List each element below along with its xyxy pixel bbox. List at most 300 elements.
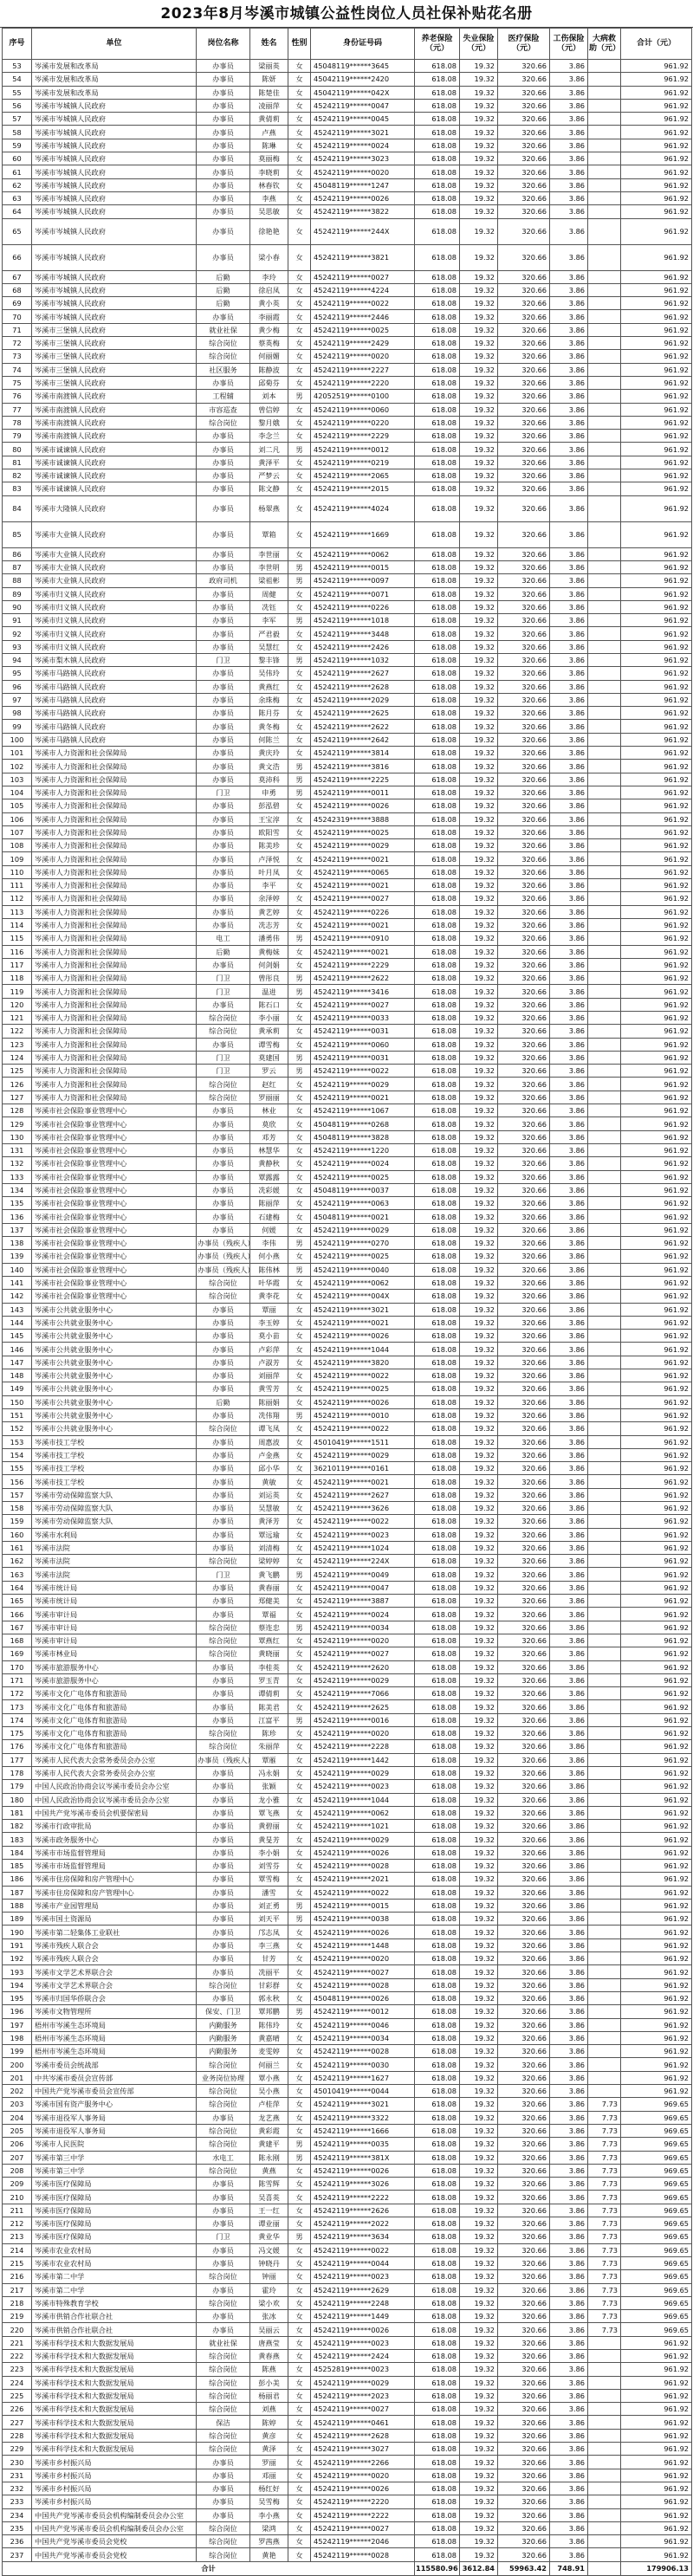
cell-seq: 209 — [3, 2178, 32, 2191]
table-row — [3, 760, 692, 773]
cell-total: 961.92 — [621, 1766, 692, 1779]
cell-pension: 618.08 — [415, 60, 460, 73]
cell-name: 陈珍 — [250, 1727, 288, 1740]
cell-medical: 320.66 — [498, 1276, 550, 1289]
cell-id-number: 45242119******0062 — [311, 547, 415, 560]
cell-injury: 3.86 — [550, 270, 588, 283]
table-row — [3, 99, 692, 112]
cell-total: 961.92 — [621, 1647, 692, 1660]
cell-total: 961.92 — [621, 1740, 692, 1753]
cell-seq: 168 — [3, 1634, 32, 1647]
cell-unemployment: 19.32 — [460, 2521, 498, 2534]
table-row — [3, 707, 692, 720]
cell-pension: 618.08 — [415, 1766, 460, 1779]
cell-illness — [588, 152, 621, 165]
cell-id-number: 45242119******2620 — [311, 1660, 415, 1673]
cell-pension: 618.08 — [415, 1621, 460, 1634]
cell-seq: 224 — [3, 2376, 32, 2389]
cell-seq: 96 — [3, 680, 32, 693]
cell-injury: 3.86 — [550, 1488, 588, 1501]
cell-unit: 岑溪市梨木镇人民政府 — [32, 653, 197, 666]
cell-post: 办事员 — [197, 1462, 250, 1475]
cell-id-number: 45242119******0097 — [311, 574, 415, 587]
cell-pension: 618.08 — [415, 1263, 460, 1276]
cell-illness — [588, 998, 621, 1011]
cell-unemployment: 19.32 — [460, 1078, 498, 1091]
cell-medical: 320.66 — [498, 2349, 550, 2362]
cell-name: 潘勇伟 — [250, 932, 288, 945]
cell-unemployment: 19.32 — [460, 799, 498, 812]
cell-gender: 男 — [288, 1913, 311, 1926]
cell-illness — [588, 430, 621, 443]
cell-name: 黄庆玲 — [250, 747, 288, 760]
cell-id-number: 45242119******0063 — [311, 1197, 415, 1210]
cell-medical: 320.66 — [498, 799, 550, 812]
cell-unemployment: 19.32 — [460, 482, 498, 495]
cell-illness: 7.73 — [588, 2256, 621, 2269]
table-row — [3, 627, 692, 640]
cell-unit: 岑溪市南渡镇人民政府 — [32, 390, 197, 403]
cell-total: 961.92 — [621, 376, 692, 389]
table-row — [3, 2416, 692, 2429]
cell-id-number: 45242119******244X — [311, 218, 415, 244]
cell-unit: 岑溪市人民医院 — [32, 2138, 197, 2151]
cell-injury: 3.86 — [550, 1608, 588, 1621]
cell-pension: 618.08 — [415, 1237, 460, 1250]
cell-illness — [588, 482, 621, 495]
cell-total: 961.92 — [621, 1568, 692, 1581]
cell-medical: 320.66 — [498, 1051, 550, 1064]
cell-seq: 212 — [3, 2217, 32, 2230]
cell-unemployment: 19.32 — [460, 614, 498, 627]
table-row — [3, 1793, 692, 1806]
cell-illness — [588, 1448, 621, 1461]
cell-seq: 186 — [3, 1873, 32, 1886]
cell-name: 黄彩霞 — [250, 2124, 288, 2137]
cell-total: 961.92 — [621, 1820, 692, 1833]
cell-seq: 104 — [3, 786, 32, 799]
cell-total: 961.92 — [621, 191, 692, 204]
cell-total: 961.92 — [621, 205, 692, 218]
cell-injury: 3.86 — [550, 1210, 588, 1223]
cell-name: 黄燕红 — [250, 680, 288, 693]
cell-medical: 320.66 — [498, 2071, 550, 2084]
cell-seq: 57 — [3, 113, 32, 126]
cell-total: 961.92 — [621, 1608, 692, 1621]
table-row — [3, 2256, 692, 2269]
cell-unemployment: 19.32 — [460, 786, 498, 799]
cell-post: 综合岗位 — [197, 2376, 250, 2389]
cell-medical: 320.66 — [498, 2124, 550, 2137]
cell-illness — [588, 1913, 621, 1926]
cell-name: 刘天平 — [250, 1913, 288, 1926]
cell-medical: 320.66 — [498, 2058, 550, 2071]
cell-injury: 3.86 — [550, 165, 588, 178]
cell-gender: 女 — [288, 2403, 311, 2416]
cell-pension: 618.08 — [415, 1687, 460, 1700]
cell-medical: 320.66 — [498, 1143, 550, 1156]
cell-medical: 320.66 — [498, 1687, 550, 1700]
cell-name: 冼伟翔 — [250, 1408, 288, 1421]
cell-post: 门卫 — [197, 972, 250, 985]
cell-post: 综合岗位 — [197, 2363, 250, 2376]
cell-name: 石建梅 — [250, 1210, 288, 1223]
cell-unit: 岑溪市国有资产服务中心 — [32, 2098, 197, 2111]
cell-pension: 618.08 — [415, 1673, 460, 1686]
table-row — [3, 680, 692, 693]
cell-seq: 60 — [3, 152, 32, 165]
cell-unit: 岑溪市公共就业服务中心 — [32, 1316, 197, 1329]
cell-pension: 618.08 — [415, 1846, 460, 1859]
cell-id-number: 45242119******0026 — [311, 191, 415, 204]
cell-post: 办事员 — [197, 73, 250, 86]
cell-seq: 122 — [3, 1025, 32, 1038]
cell-unemployment: 19.32 — [460, 2296, 498, 2309]
col-header-id: 身份证号码 — [311, 29, 415, 60]
cell-post: 就业社保 — [197, 323, 250, 336]
cell-unemployment: 19.32 — [460, 456, 498, 469]
cell-total: 961.92 — [621, 1223, 692, 1236]
cell-injury: 3.86 — [550, 2124, 588, 2137]
cell-total: 961.92 — [621, 812, 692, 825]
cell-seq: 217 — [3, 2283, 32, 2296]
cell-illness: 7.73 — [588, 2310, 621, 2323]
cell-id-number: 45242119******0270 — [311, 1237, 415, 1250]
cell-name: 陈婷 — [250, 2416, 288, 2429]
cell-pension: 618.08 — [415, 1528, 460, 1541]
cell-medical: 320.66 — [498, 1740, 550, 1753]
cell-id-number: 45242119******3448 — [311, 627, 415, 640]
cell-post: 办事员 — [197, 2469, 250, 2482]
cell-medical: 320.66 — [498, 113, 550, 126]
table-row — [3, 892, 692, 905]
cell-medical: 320.66 — [498, 2151, 550, 2164]
cell-unit: 岑溪市人力资源和社会保障局 — [32, 905, 197, 918]
cell-injury: 3.86 — [550, 1025, 588, 1038]
cell-injury: 3.86 — [550, 1660, 588, 1673]
cell-post: 办事员 — [197, 376, 250, 389]
cell-pension: 618.08 — [415, 2005, 460, 2018]
cell-unemployment: 19.32 — [460, 1727, 498, 1740]
cell-name: 黄泽 — [250, 2443, 288, 2456]
cell-injury: 3.86 — [550, 482, 588, 495]
cell-unit: 岑溪市社会保险事业管理中心 — [32, 1117, 197, 1130]
cell-medical: 320.66 — [498, 1886, 550, 1899]
cell-seq: 233 — [3, 2495, 32, 2508]
cell-illness — [588, 60, 621, 73]
table-row — [3, 350, 692, 363]
cell-medical: 320.66 — [498, 2217, 550, 2230]
cell-injury: 3.86 — [550, 2336, 588, 2349]
cell-unit: 岑溪市南渡镇人民政府 — [32, 430, 197, 443]
cell-name: 张冰 — [250, 2310, 288, 2323]
cell-id-number: 45010419******0044 — [311, 2085, 415, 2098]
cell-medical: 320.66 — [498, 390, 550, 403]
cell-illness — [588, 1395, 621, 1408]
cell-illness — [588, 363, 621, 376]
cell-medical: 320.66 — [498, 1065, 550, 1078]
cell-total: 961.92 — [621, 587, 692, 600]
cell-post: 门卫 — [197, 1568, 250, 1581]
cell-seq: 184 — [3, 1846, 32, 1859]
cell-post: 办事员 — [197, 1143, 250, 1156]
cell-unemployment: 19.32 — [460, 1621, 498, 1634]
cell-seq: 75 — [3, 376, 32, 389]
cell-gender: 男 — [288, 1621, 311, 1634]
cell-seq: 128 — [3, 1104, 32, 1117]
cell-illness — [588, 1462, 621, 1475]
cell-seq: 223 — [3, 2363, 32, 2376]
cell-post: 办事员 — [197, 1793, 250, 1806]
cell-illness — [588, 1223, 621, 1236]
cell-unemployment: 19.32 — [460, 2085, 498, 2098]
cell-medical: 320.66 — [498, 1581, 550, 1594]
cell-post: 办事员 — [197, 879, 250, 892]
cell-name: 吴丽云 — [250, 2323, 288, 2336]
cell-gender: 男 — [288, 574, 311, 587]
cell-injury: 3.86 — [550, 2310, 588, 2323]
cell-illness — [588, 1820, 621, 1833]
cell-illness: 7.73 — [588, 2296, 621, 2309]
cell-injury: 3.86 — [550, 2151, 588, 2164]
cell-unit: 岑溪市第三中学 — [32, 2151, 197, 2164]
cell-pension: 618.08 — [415, 2376, 460, 2389]
cell-illness — [588, 945, 621, 958]
cell-illness — [588, 1263, 621, 1276]
cell-medical: 320.66 — [498, 1104, 550, 1117]
cell-pension: 618.08 — [415, 1025, 460, 1038]
table-row — [3, 86, 692, 99]
cell-pension: 618.08 — [415, 852, 460, 865]
cell-injury: 3.86 — [550, 560, 588, 573]
cell-total: 961.92 — [621, 244, 692, 270]
cell-unemployment: 19.32 — [460, 1130, 498, 1143]
cell-unit: 岑溪市审计局 — [32, 1608, 197, 1621]
cell-post: 综合岗位 — [197, 1078, 250, 1091]
cell-name: 黄嘉晴 — [250, 2031, 288, 2044]
table-row — [3, 786, 692, 799]
table-row — [3, 1343, 692, 1356]
cell-seq: 86 — [3, 547, 32, 560]
cell-id-number: 45242119******0045 — [311, 113, 415, 126]
cell-medical: 320.66 — [498, 1422, 550, 1435]
cell-gender: 女 — [288, 482, 311, 495]
cell-id-number: 45242119******0026 — [311, 2323, 415, 2336]
cell-post: 保洁 — [197, 2416, 250, 2429]
cell-id-number: 45242119******4024 — [311, 495, 415, 521]
cell-medical: 320.66 — [498, 2548, 550, 2561]
cell-unit: 岑溪市乡村振兴局 — [32, 2495, 197, 2508]
cell-illness — [588, 1104, 621, 1117]
cell-unemployment: 19.32 — [460, 73, 498, 86]
cell-gender: 女 — [288, 2416, 311, 2429]
cell-illness — [588, 139, 621, 152]
cell-id-number: 45242119******0033 — [311, 1012, 415, 1025]
table-row — [3, 2323, 692, 2336]
cell-illness — [588, 2443, 621, 2456]
cell-unit: 岑溪市科学技术和大数据发展局 — [32, 2389, 197, 2402]
cell-unit: 岑溪市劳动保障监察大队 — [32, 1515, 197, 1528]
cell-injury: 3.86 — [550, 376, 588, 389]
cell-name: 叶月凤 — [250, 865, 288, 878]
cell-seq: 105 — [3, 799, 32, 812]
cell-gender: 男 — [288, 1568, 311, 1581]
cell-id-number: 45242119******2622 — [311, 720, 415, 733]
cell-unit: 岑溪市供销合作社联合社 — [32, 2323, 197, 2336]
cell-unit: 岑溪市三堡镇人民政府 — [32, 337, 197, 350]
cell-total: 961.92 — [621, 126, 692, 139]
cell-medical: 320.66 — [498, 2031, 550, 2044]
cell-post: 后勤 — [197, 283, 250, 296]
cell-injury: 3.86 — [550, 2045, 588, 2058]
cell-name: 冼丽平 — [250, 1965, 288, 1978]
table-row — [3, 720, 692, 733]
cell-post: 办事员 — [197, 1952, 250, 1965]
cell-id-number: 45242119******0220 — [311, 416, 415, 429]
cell-unit: 岑溪市法院 — [32, 1541, 197, 1554]
cell-gender: 女 — [288, 2217, 311, 2230]
cell-injury: 3.86 — [550, 416, 588, 429]
cell-seq: 130 — [3, 1130, 32, 1143]
cell-name: 王宝淳 — [250, 812, 288, 825]
cell-seq: 230 — [3, 2456, 32, 2469]
cell-injury: 3.86 — [550, 2178, 588, 2191]
cell-seq: 171 — [3, 1673, 32, 1686]
cell-unit: 岑溪市公共就业服务中心 — [32, 1343, 197, 1356]
cell-name: 莫沛科 — [250, 773, 288, 786]
cell-pension: 618.08 — [415, 2045, 460, 2058]
cell-total: 969.65 — [621, 2098, 692, 2111]
cell-seq: 151 — [3, 1408, 32, 1421]
cell-id-number: 45242119******0020 — [311, 1634, 415, 1647]
cell-unit: 岑溪市国土资源局 — [32, 1913, 197, 1926]
cell-unemployment: 19.32 — [460, 1117, 498, 1130]
cell-name: 江富平 — [250, 1713, 288, 1726]
cell-id-number: 45242119******3821 — [311, 244, 415, 270]
cell-id-number: 45242119******1669 — [311, 521, 415, 547]
cell-seq: 62 — [3, 178, 32, 191]
cell-total: 961.92 — [621, 733, 692, 746]
cell-unemployment: 19.32 — [460, 1025, 498, 1038]
cell-total: 961.92 — [621, 825, 692, 838]
cell-medical: 320.66 — [498, 2363, 550, 2376]
cell-gender: 女 — [288, 1462, 311, 1475]
cell-medical: 320.66 — [498, 126, 550, 139]
cell-name: 黄燕 — [250, 2164, 288, 2177]
cell-name: 潘雪 — [250, 1886, 288, 1899]
cell-id-number: 45242119******2446 — [311, 310, 415, 323]
cell-unit: 岑溪市统计局 — [32, 1595, 197, 1608]
cell-name: 张颖 — [250, 1780, 288, 1793]
cell-pension: 618.08 — [415, 640, 460, 653]
cell-unemployment: 19.32 — [460, 350, 498, 363]
cell-gender: 女 — [288, 918, 311, 931]
cell-name: 何丽媚 — [250, 350, 288, 363]
cell-pension: 618.08 — [415, 1210, 460, 1223]
cell-unit: 岑溪市人力资源和社会保障局 — [32, 998, 197, 1011]
cell-gender: 男 — [288, 1408, 311, 1421]
cell-injury: 3.86 — [550, 733, 588, 746]
cell-gender: 女 — [288, 1303, 311, 1316]
cell-name: 覃露露 — [250, 1170, 288, 1183]
cell-injury: 3.86 — [550, 1197, 588, 1210]
cell-injury: 3.86 — [550, 998, 588, 1011]
cell-unemployment: 19.32 — [460, 1197, 498, 1210]
cell-gender: 女 — [288, 205, 311, 218]
cell-id-number: 45242119******2429 — [311, 337, 415, 350]
cell-name: 李念兰 — [250, 430, 288, 443]
cell-medical: 320.66 — [498, 2045, 550, 2058]
cell-injury: 3.86 — [550, 86, 588, 99]
cell-unemployment: 19.32 — [460, 1462, 498, 1475]
cell-post: 办事员 — [197, 2283, 250, 2296]
cell-gender: 女 — [288, 1025, 311, 1038]
cell-unemployment: 19.32 — [460, 1568, 498, 1581]
cell-unit: 岑溪市文化广电体育和旅游局 — [32, 1727, 197, 1740]
cell-medical: 320.66 — [498, 1913, 550, 1926]
cell-name: 邱菊芬 — [250, 376, 288, 389]
cell-seq: 161 — [3, 1541, 32, 1554]
cell-illness — [588, 720, 621, 733]
cell-id-number: 45242119******0034 — [311, 1621, 415, 1634]
cell-post: 综合岗位 — [197, 2058, 250, 2071]
cell-unemployment: 19.32 — [460, 1978, 498, 1991]
cell-pension: 618.08 — [415, 825, 460, 838]
cell-seq: 102 — [3, 760, 32, 773]
cell-total: 961.92 — [621, 1051, 692, 1064]
cell-medical: 320.66 — [498, 547, 550, 560]
table-row — [3, 1780, 692, 1793]
cell-post: 办事员 — [197, 2191, 250, 2204]
cell-name: 李小丽 — [250, 1012, 288, 1025]
table-row — [3, 1608, 692, 1621]
cell-id-number: 45242119******2222 — [311, 2508, 415, 2521]
cell-seq: 89 — [3, 587, 32, 600]
cell-name: 严梦云 — [250, 469, 288, 482]
cell-unit: 岑溪市发展和改革局 — [32, 60, 197, 73]
cell-injury: 3.86 — [550, 1051, 588, 1064]
cell-illness — [588, 667, 621, 680]
cell-medical: 320.66 — [498, 73, 550, 86]
cell-medical: 320.66 — [498, 1528, 550, 1541]
cell-medical: 320.66 — [498, 2535, 550, 2548]
cell-id-number: 45242119******0021 — [311, 1091, 415, 1104]
cell-total: 961.92 — [621, 852, 692, 865]
cell-seq: 235 — [3, 2521, 32, 2534]
cell-unit: 岑溪市旅游服务中心 — [32, 1673, 197, 1686]
cell-unemployment: 19.32 — [460, 2164, 498, 2177]
cell-unemployment: 19.32 — [460, 1237, 498, 1250]
cell-post: 办事员 — [197, 600, 250, 613]
cell-id-number: 45242119******0021 — [311, 945, 415, 958]
table-row — [3, 1250, 692, 1263]
cell-id-number: 45242119******1067 — [311, 1104, 415, 1117]
cell-medical: 320.66 — [498, 482, 550, 495]
cell-id-number: 45242119******0012 — [311, 2005, 415, 2018]
cell-illness — [588, 1766, 621, 1779]
cell-unemployment: 19.32 — [460, 1833, 498, 1846]
cell-injury: 3.86 — [550, 1687, 588, 1700]
cell-medical: 320.66 — [498, 2323, 550, 2336]
cell-total: 961.92 — [621, 1555, 692, 1568]
cell-medical: 320.66 — [498, 932, 550, 945]
table-row — [3, 2482, 692, 2495]
cell-gender: 女 — [288, 2283, 311, 2296]
cell-medical: 320.66 — [498, 270, 550, 283]
cell-post: 综合岗位 — [197, 1621, 250, 1634]
cell-name: 何剑娟 — [250, 958, 288, 971]
cell-post: 办事员 — [197, 2310, 250, 2323]
